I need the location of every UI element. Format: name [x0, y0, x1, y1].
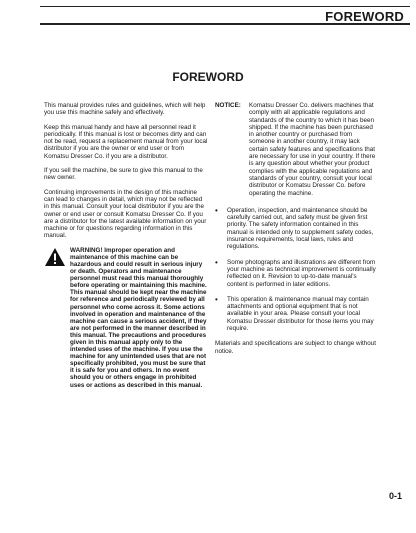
page-number: 0-1 [388, 491, 402, 501]
bullet-text: Some photographs and illustrations are different from your machine as technical improvement is continually reflected on it. Revision to up-to-date manual's content is performed in later editions. [227, 258, 376, 288]
intro-paragraph: This manual provides rules and guidelines, which will help you use this machine safely and effectively. [44, 102, 206, 117]
bullet-icon: • [215, 257, 218, 267]
bullet-icon: • [215, 205, 218, 215]
page-title: FOREWORD [172, 70, 244, 84]
header-bar [40, 6, 410, 25]
notice-label: NOTICE: [215, 102, 241, 109]
warning-text: WARNING! Improper operation and maintenance of this machine can be hazardous and could result in serious injury or death. Operators and maintenance personnel must read this manual thoroughly before operating or maintaining this machine. This manual should be kept near the machine for reference and periodically reviewed by all personnel who come across it. Some actions involved in operation and maintenance of the machine can cause a serious accident, if they are not performed in the manner described in this manual. The precautions and procedures given in this manual apply only to the intended uses of the machine. If you use the machine for any unintended uses that are not specifically prohibited, you must be sure that it is safe for you and others. In no event should you or others engage in prohibited uses or actions as described in this manual. [70, 246, 207, 389]
bullet-icon: • [215, 294, 218, 304]
resale-paragraph: If you sell the machine, be sure to give this manual to the new owner. [44, 167, 203, 182]
manual-care-paragraph: Keep this manual handy and have all personnel read it periodically. If this manual is lost or becomes dirty and can not be read, request a replacement manual from your local distributor if you are the owner or end user or from Komatsu Dresser Co. if you are a distributor. [44, 123, 208, 160]
notice [215, 102, 377, 197]
bullet-item [215, 296, 377, 332]
notice-text: Komatsu Dresser Co. delivers machines that comply with all applicable regulations and standards of the country to which it has been shipped. If the machine has been purchased in another country or purchased from someone in another country, it may lack certain safety features and specifications that are necessary for use in your country. If there is any question about whether your product complies with the applicable regulations and standards of your country, consult your local distributor or Komatsu Dresser Co. before operating the machine. [249, 102, 376, 197]
closing-note: Materials and specifications are subject to change without notice. [215, 340, 377, 355]
warning-block [44, 247, 208, 389]
bullet-item [215, 259, 377, 288]
right-column [215, 102, 377, 355]
bullet-item [215, 207, 377, 251]
warning-triangle-icon [44, 247, 66, 267]
left-column [44, 102, 208, 389]
header-title: FOREWORD [325, 9, 404, 24]
bullet-text: Operation, inspection, and maintenance should be carefully carried out, and safety must be given first priority. The safety information contained in this manual is intended only to supplement safety codes, insurance requirements, local laws, rules and regulations. [227, 206, 374, 251]
bullet-text: This operation & maintenance manual may contain attachments and optional equipment that is not available in your area. Please consult your local Komatsu Dresser distributor for those items you may require. [227, 295, 374, 333]
improvements-paragraph: Continuing improvements in the design of this machine can lead to changes in detail, which may not be reflected in this manual. Consult your local distributor if you are the owner or end user or consult Komatsu Dresser Co. If you are a distributor for the latest available information on your machine or for questions regarding information in this manual. [44, 188, 207, 240]
